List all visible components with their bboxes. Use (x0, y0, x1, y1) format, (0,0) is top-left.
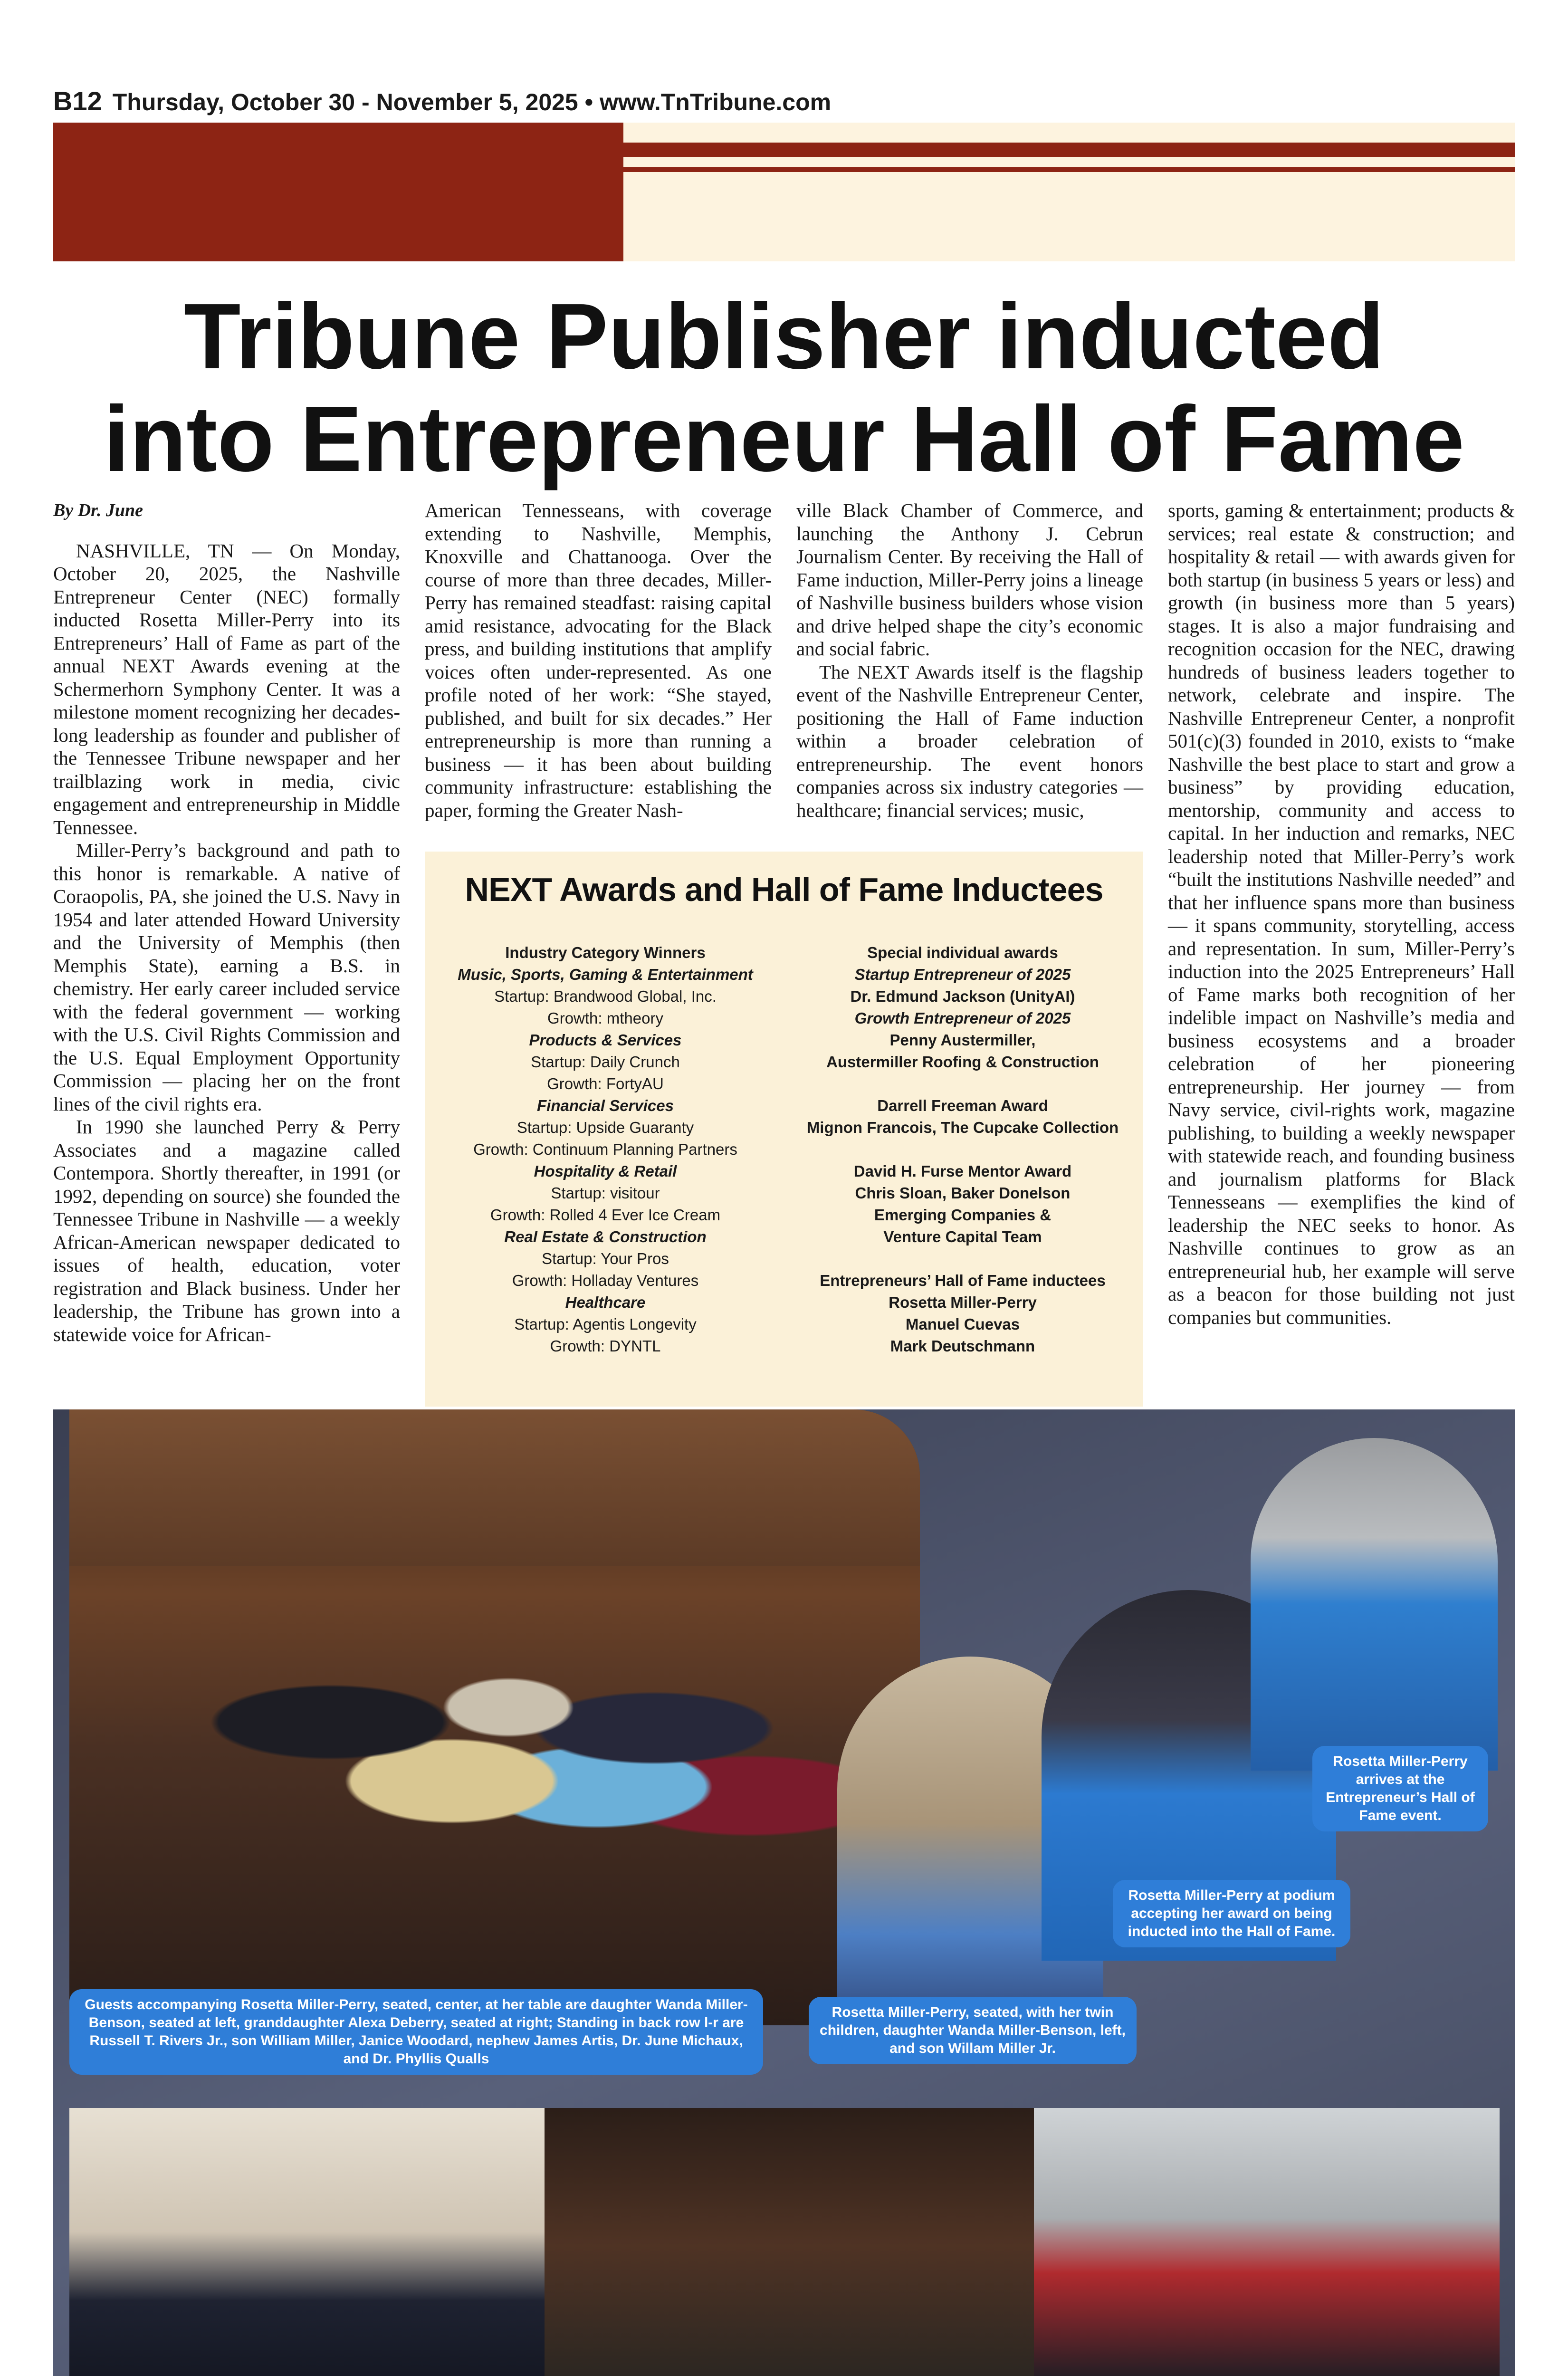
headline-line-2: into Entrepreneur Hall of Fame (103, 387, 1465, 491)
award-category: Financial Services (537, 1097, 674, 1114)
award-line: Growth: DYNTL (550, 1337, 661, 1355)
special-heading: Special individual awards (867, 944, 1058, 961)
award-category: Healthcare (565, 1293, 646, 1311)
photo-arrival (1251, 1438, 1498, 1771)
award-line: Startup: Agentis Longevity (514, 1315, 697, 1333)
page-header (53, 86, 1515, 114)
award-line: Emerging Companies & (874, 1206, 1052, 1224)
award-line: Growth: Continuum Planning Partners (473, 1140, 737, 1158)
article-column-2 (425, 499, 772, 822)
paragraph: American Tennesseans, with coverage extending to Nashville, Memphis, Knoxville and Chattanooga. Over the course of more than three decades, Miller-Perry has remained steadfast: raising capital amid resistance, advocating for the Black press, and building institutions that amplify voices often under-represented. As one profile noted of her work: “She stayed, published, and built for six decades.” Her entrepreneurship is more than running a business — it has been about building community infrastructure: establishing the paper, forming the Greater Nash- (425, 499, 772, 821)
caption-arrival: Rosetta Miller-Perry arrives at the Entrepreneur’s Hall of Fame event. (1312, 1746, 1488, 1831)
freeman-heading: Darrell Freeman Award (877, 1097, 1048, 1114)
award-line: Growth: FortyAU (547, 1075, 664, 1092)
award-category: Growth Entrepreneur of 2025 (854, 1009, 1071, 1027)
furse-heading: David H. Furse Mentor Award (853, 1162, 1072, 1180)
headline-line-1: Tribune Publisher inducted (183, 284, 1385, 388)
dateline: Thursday, October 30 - November 5, 2025 • www.TnTribune.com (112, 89, 832, 115)
industry-heading: Industry Category Winners (505, 944, 706, 961)
award-category: Hospitality & Retail (534, 1162, 677, 1180)
award-line: Startup: Upside Guaranty (516, 1119, 694, 1136)
photo-collage (53, 1409, 1515, 2376)
awards-box (425, 852, 1143, 1407)
award-line: Austermiller Roofing & Construction (826, 1053, 1099, 1071)
award-line: Mignon Francois, The Cupcake Collection (806, 1119, 1119, 1136)
article-column-4 (1168, 499, 1515, 1329)
caption-podium: Rosetta Miller-Perry at podium accepting her award on being inducted into the Hall of Fame. (1113, 1880, 1350, 1947)
award-category: Music, Sports, Gaming & Entertainment (458, 966, 753, 983)
photo-sponsor-award (545, 2108, 1034, 2376)
paragraph: ville Black Chamber of Commerce, and launching the Anthony J. Cebrun Journalism Center. By receiving the Hall of Fame induction, Miller-Perry joins a lineage of Nashville business builders whose vision and drive helped shape the city’s economic and social fabric. (796, 499, 1143, 660)
header-rule-thin (623, 167, 1515, 172)
header-rule (623, 143, 1515, 157)
page-number: B12 (53, 86, 102, 116)
article-column-1 (53, 499, 400, 1346)
paragraph: NASHVILLE, TN — On Monday, October 20, 2025, the Nashville Entrepreneur Center (NEC) formally inducted Rosetta Miller-Perry into its Entrepreneurs’ Hall of Fame as part of the annual NEXT Awards evening at the Schermerhorn Symphony Center. It was a milestone moment recognizing her decades-long leadership as founder and publisher of the Tennessee Tribune newspaper and her trailblazing work in media, civic engagement and entrepreneurship in Middle Tennessee. (53, 539, 400, 838)
photo-table-guests (69, 1409, 920, 2025)
caption-table-guests: Guests accompanying Rosetta Miller-Perry, seated, center, at her table are daughter Wanda Miller- Benson, seated at left, granddaughter Alexa Deberry, seated at right; Standing in back row l-r are Russell T. Rivers Jr., son William Miller, Janice Woodard, nephew James Artis, Dr. June Michaux, and Dr. Phyllis Qualls (69, 1989, 763, 2075)
awards-title: NEXT Awards and Hall of Fame Inductees (465, 871, 1103, 908)
award-line: Chris Sloan, Baker Donelson (855, 1184, 1071, 1202)
article-body (53, 499, 1515, 1388)
header-banner-block (53, 123, 623, 261)
photo-tri-chairs (1034, 2108, 1500, 2376)
industry-winners (430, 942, 781, 1357)
paragraph: In 1990 she launched Perry & Perry Associates and a magazine called Contempora. Shortly thereafter, in 1991 (or 1992, depending on source) she founded the Tennessee Tribune in Nashville — a weekly African-American newspaper dedicated to issues of health, education, voter registration and Black business. Under her leadership, the Tribune has grown into a statewide voice for African- (53, 1116, 400, 1345)
award-category: Startup Entrepreneur of 2025 (854, 966, 1071, 983)
photo-chamber-guests (69, 2108, 545, 2376)
award-line: Manuel Cuevas (905, 1315, 1020, 1333)
caption-twins: Rosetta Miller-Perry, seated, with her twin children, daughter Wanda Miller-Benson, left, and son Willam Miller Jr. (809, 1997, 1137, 2064)
award-line: Rosetta Miller-Perry (889, 1293, 1037, 1311)
special-awards (787, 942, 1138, 1357)
award-line: Growth: mtheory (547, 1009, 663, 1027)
paragraph: sports, gaming & entertainment; products & services; real estate & construction; and hospitality & retail — with awards given for both startup (in business 5 years or less) and growth (in business more than 5 years) stages. It is also a major fundraising and recognition occasion for the NEC, drawing hundreds of business leaders together to network, celebrate and inspire. The Nashville Entrepreneur Center, a nonprofit 501(c)(3) founded in 2010, exists to “make Nashville the best place to start and grow a business” by providing education, mentorship, community and access to capital. In her induction and remarks, NEC leadership noted that Miller-Perry’s work “built the institutions Nashville needed” and that her influence spans more than business — it spans community, storytelling, access and representation. In sum, Miller-Perry’s induction into the 2025 Entrepreneurs’ Hall of Fame marks both recognition of her indelible impact on Nashville’s media and business ecosystems and a broader celebration of her pioneering entrepreneurship. Her journey — from Navy service, civil-rights work, magazine publishing, to building a weekly newspaper with statewide reach, and founding business and journalism platforms for Black Tennesseans — exemplifies the kind of leadership the NEC seeks to honor. As Nashville continues to grow as an entrepreneurial hub, her example will serve as a beacon for those building not just companies but communities. (1168, 499, 1515, 1328)
byline: By Dr. June (53, 500, 143, 520)
paragraph: Miller-Perry’s background and path to this honor is remarkable. A native of Coraopolis, PA, she joined the U.S. Navy in 1954 and later attended Howard University and the University of Memphis (then Memphis State), earning a B.S. in chemistry. Her early career included service with the federal government — working with the U.S. Civil Rights Commission and the U.S. Equal Employment Opportunity Commission — placing her on the front lines of the civil rights era. (53, 839, 400, 1115)
award-category: Products & Services (529, 1031, 682, 1049)
award-line: Startup: visitour (551, 1184, 660, 1202)
hof-heading: Entrepreneurs’ Hall of Fame inductees (820, 1272, 1106, 1289)
award-line: Venture Capital Team (883, 1228, 1042, 1245)
award-line: Startup: Your Pros (542, 1250, 669, 1267)
award-line: Growth: Holladay Ventures (512, 1272, 699, 1289)
headline (38, 285, 1530, 490)
award-line: Growth: Rolled 4 Ever Ice Cream (490, 1206, 721, 1224)
award-category: Real Estate & Construction (504, 1228, 707, 1245)
article-column-3 (796, 499, 1143, 822)
award-line: Startup: Daily Crunch (531, 1053, 680, 1071)
award-line: Mark Deutschmann (890, 1337, 1035, 1355)
award-line: Dr. Edmund Jackson (UnityAI) (850, 987, 1075, 1005)
award-line: Penny Austermiller, (889, 1031, 1036, 1049)
paragraph: The NEXT Awards itself is the flagship event of the Nashville Entrepreneur Center, positioning the Hall of Fame induction within a broader celebration of entrepreneurship. The event honors companies across six industry categories — healthcare; financial services; music, (796, 661, 1143, 821)
award-line: Startup: Brandwood Global, Inc. (494, 987, 717, 1005)
